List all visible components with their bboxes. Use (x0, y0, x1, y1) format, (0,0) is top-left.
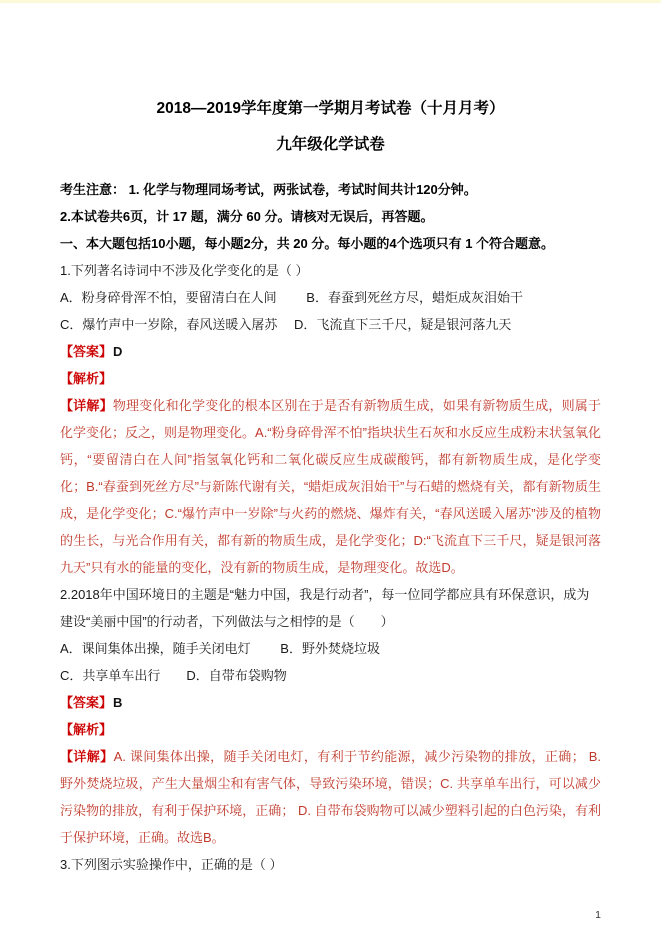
question-1-options-cd: C．爆竹声中一岁除，春风送暖入屠苏 D．飞流直下三千尺，疑是银河落九天 (60, 317, 512, 332)
answer-value: B (113, 695, 123, 710)
question-1-answer-line (60, 338, 601, 365)
answer-label: 【答案】 (60, 695, 113, 710)
detail-label: 【详解】 (60, 398, 113, 413)
question-1-options-ab: A．粉身碎骨浑不怕，要留清白在人间 B．春蚕到死丝方尽，蜡炬成灰泪始干 (60, 290, 523, 305)
question-1-analysis-line (60, 365, 601, 392)
question-2-analysis-line (60, 716, 601, 743)
section-heading: 一、本大题包括10小题，每小题2分，共 20 分。每小题的4个选项只有 1 个符合题意。 (60, 236, 555, 251)
question-3 (60, 851, 601, 878)
page-top-highlight-strip (0, 0, 661, 3)
answer-value: D (113, 344, 123, 359)
question-1 (60, 257, 601, 581)
question-2-options-cd: C．共享单车出行 D．自带布袋购物 (60, 668, 287, 683)
question-2-stem: 2.2018年中国环境日的主题是“魅力中国，我是行动者”，每一位同学都应具有环保意识，成为建设“美丽中国”的行动者，下列做法与之相悖的是（ ） (60, 587, 590, 629)
analysis-label: 【解析】 (60, 371, 113, 386)
notice-line-1: 考生注意： 1. 化学与物理同场考试，两张试卷，考试时间共计120分钟。 (60, 182, 477, 197)
page-title: 2018—2019学年度第一学期月考试卷（十月月考） (156, 100, 505, 117)
question-2-detail (60, 743, 601, 851)
question-2 (60, 581, 601, 851)
detail-text: 物理变化和化学变化的根本区别在于是否有新物质生成，如果有新物质生成，则属于化学变化；反之，则是物理变化。A.“粉身碎骨浑不怕”指块状生石灰和水反应生成粉末状氢氧化钙，“要留清白在人间”指氢氧化钙和二氧化碳反应生成碳酸钙，都有新物质生成，是化学变化；B.“春蚕到死丝方尽”与新陈代谢有关，“蜡炬成灰泪始干”与石蜡的燃烧有关，都有新物质生成，是化学变化；C.“爆竹声中一岁除”与火药的燃烧、爆炸有关，“春风送暖入屠苏”涉及的植物的生长，与光合作用有关，都有新的物质生成，是化学变化；D:“飞流直下三千尺，疑是银河落九天”只有水的能量的变化，没有新的物质生成，是物理变化。故选D。 (60, 398, 601, 575)
page-subtitle: 九年级化学试卷 (276, 136, 385, 153)
detail-text: A. 课间集体出操，随手关闭电灯，有利于节约能源，减少污染物的排放，正确； B. 野外焚烧垃圾，产生大量烟尘和有害气体，导致污染环境，错误；C. 共享单车出行，可以减少污染物的排放，有利于保护环境，正确； D. 自带布袋购物可以减少塑料引起的白色污染，有利于保护环境，正确。故选B。 (60, 749, 601, 845)
detail-label: 【详解】 (60, 749, 114, 764)
analysis-label: 【解析】 (60, 722, 113, 737)
notice-line-2: 2.本试卷共6页，计 17 题，满分 60 分。请核对无误后，再答题。 (60, 209, 434, 224)
question-1-detail (60, 392, 601, 581)
question-2-options-ab: A．课间集体出操，随手关闭电灯 B．野外焚烧垃圾 (60, 641, 380, 656)
answer-label: 【答案】 (60, 344, 113, 359)
question-1-stem: 1.下列著名诗词中不涉及化学变化的是（ ） (60, 263, 309, 278)
page-number: 1 (595, 909, 601, 921)
question-3-stem: 3.下列图示实验操作中，正确的是（ ） (60, 857, 283, 872)
question-2-answer-line (60, 689, 601, 716)
